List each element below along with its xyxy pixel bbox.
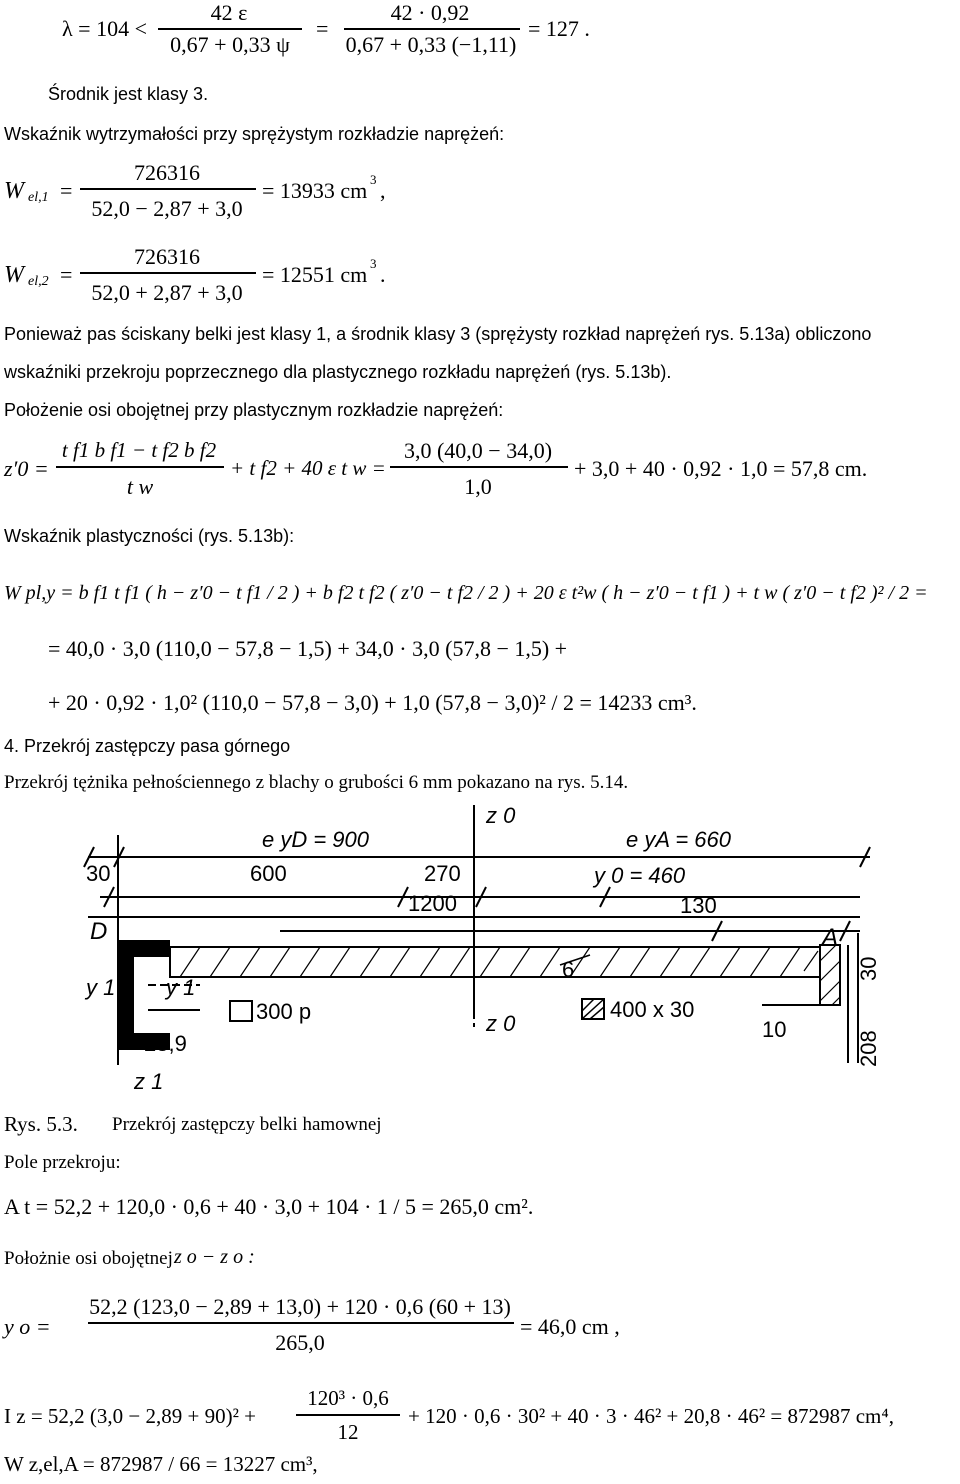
dim-10: 10 bbox=[762, 1017, 787, 1042]
wel1-result: = 13933 cm bbox=[262, 178, 368, 203]
wel1-tail: , bbox=[380, 178, 386, 203]
z0-num2: 3,0 (40,0 − 34,0) bbox=[403, 438, 553, 463]
yo-lhs: y o = bbox=[4, 1314, 51, 1339]
wel1-sup: 3 bbox=[370, 172, 377, 187]
dim-30-right: 30 bbox=[856, 956, 881, 981]
z0-result: + 3,0 + 40 · 0,92 · 1,0 = 57,8 cm. bbox=[574, 456, 868, 481]
z0-den2: 1,0 bbox=[464, 474, 492, 499]
z0-num: t f1 b f1 − t f2 b f2 bbox=[61, 438, 217, 462]
z0-mid: + t f2 + 40 ε t w = bbox=[230, 456, 386, 480]
fraction-bar bbox=[390, 466, 568, 468]
lambda-result: = 127 . bbox=[528, 16, 590, 41]
neutral-axis-text: Położenie osi obojętnej przy plastycznym rozkładzie naprężeń: bbox=[4, 400, 504, 420]
wpl-line3: + 20 · 0,92 · 1,0² (110,0 − 57,8 − 3,0) + 1,0 (57,8 − 3,0)² / 2 = 14233 cm³. bbox=[48, 690, 697, 715]
dim-1200: 1200 bbox=[408, 891, 457, 916]
caption-label: Rys. 5.3. bbox=[4, 1112, 78, 1136]
dim-28-9: 28,9 bbox=[144, 1031, 187, 1056]
label-A: A bbox=[822, 924, 839, 951]
lambda-num1: 42 ε bbox=[210, 0, 248, 25]
z1-label: z 1 bbox=[134, 1069, 164, 1094]
fraction-bar bbox=[80, 272, 256, 274]
y1-right-label: y 1 bbox=[166, 975, 196, 1000]
paragraph-line: Ponieważ pas ściskany belki jest klasy 1, a środnik klasy 3 (sprężysty rozkład naprężeń rys. 5.13a) obliczono bbox=[4, 324, 872, 344]
flat-symbol bbox=[590, 1007, 604, 1019]
fraction-bar bbox=[80, 188, 256, 190]
iz-lhs: I z = 52,2 (3,0 − 2,89 + 90)² + bbox=[4, 1404, 256, 1428]
lambda-den2: 0,67 + 0,33 (−1,11) bbox=[345, 32, 517, 57]
label-D: D bbox=[90, 918, 108, 945]
area-equation: A t = 52,2 + 120,0 · 0,6 + 40 · 3,0 + 104 · 1 / 5 = 265,0 cm². bbox=[4, 1194, 534, 1219]
section-heading bbox=[4, 736, 290, 757]
elastic-modulus-text: Wskaźnik wytrzymałości przy sprężystym rozkładzie naprężeń: bbox=[4, 124, 505, 144]
channel-label: 300 p bbox=[256, 999, 312, 1024]
wel2-eq: = bbox=[60, 262, 73, 287]
eyD-label: e yD = 900 bbox=[262, 827, 370, 852]
dim-600: 600 bbox=[250, 861, 287, 886]
flat-bar bbox=[820, 945, 840, 1005]
dim-6: 6 bbox=[562, 957, 575, 982]
z0-top-label: z 0 bbox=[486, 805, 516, 828]
fraction-bar bbox=[158, 28, 302, 30]
plate-hatching bbox=[180, 947, 818, 977]
iz-den: 12 bbox=[337, 1420, 359, 1444]
wel2-sup: 3 bbox=[370, 256, 377, 271]
wel1-sub: el,1 bbox=[28, 190, 49, 205]
iz-result: + 120 · 0,6 · 30² + 40 · 3 · 46² + 20,8 · 46² = 872987 cm⁴, bbox=[408, 1404, 894, 1428]
plastic-modulus-text: Wskaźnik plastyczności (rys. 5.13b): bbox=[4, 526, 295, 546]
wel2-num: 726316 bbox=[134, 244, 200, 269]
fraction-bar bbox=[56, 466, 224, 468]
z0-den: t w bbox=[126, 474, 154, 499]
fraction-bar bbox=[296, 1414, 400, 1416]
yo-result: = 46,0 cm , bbox=[520, 1314, 620, 1339]
z0-lhs: z′0 = bbox=[4, 456, 49, 481]
axis-symbol: z o − z o : bbox=[174, 1246, 255, 1268]
dim-30: 30 bbox=[86, 861, 111, 886]
cross-section-figure bbox=[0, 805, 960, 1105]
section-intro-text: Przekrój tężnika pełnościennego z blachy o grubości 6 mm pokazano na rys. 5.14. bbox=[4, 772, 629, 793]
wel2-lhs: W bbox=[4, 262, 24, 288]
wel2-result: = 12551 cm bbox=[262, 262, 368, 287]
wel1-num: 726316 bbox=[134, 160, 200, 185]
lambda-lhs: λ = 104 < bbox=[62, 16, 147, 41]
lambda-num2: 42 · 0,92 bbox=[390, 0, 470, 25]
flat-label: 400 x 30 bbox=[610, 997, 695, 1022]
yo-den: 265,0 bbox=[275, 1330, 325, 1355]
wel1-eq: = bbox=[60, 178, 73, 203]
lambda-eq: = bbox=[316, 16, 329, 41]
wel2-sub: el,2 bbox=[28, 274, 49, 289]
wzelA-equation: W z,el,A = 872987 / 66 = 13227 cm³, bbox=[4, 1452, 318, 1476]
iz-num: 120³ · 0,6 bbox=[307, 1386, 389, 1410]
yo-num: 52,2 (123,0 − 2,89 + 13,0) + 120 · 0,6 (60 + 13) bbox=[89, 1294, 511, 1319]
wpl-line1: W pl,y = b f1 t f1 ( h − z′0 − t f1 / 2 ) + b f2 t f2 ( z′0 − t f2 / 2 ) + 20 ε t²w ( h − z′0 − t f1 ) + t w ( z′0 − t f2 )² / 2 = bbox=[4, 582, 928, 604]
area-text: Pole przekroju: bbox=[4, 1152, 121, 1173]
y0-label: y 0 = 460 bbox=[594, 863, 686, 888]
web-class-text: Środnik jest klasy 3. bbox=[48, 84, 209, 104]
section-heading-text: 4. Przekrój zastępczy pasa górnego bbox=[4, 736, 291, 756]
fraction-bar bbox=[344, 28, 520, 30]
dim-130: 130 bbox=[680, 893, 717, 918]
channel-symbol bbox=[230, 1001, 252, 1021]
eyA-label: e yA = 660 bbox=[626, 827, 731, 852]
wel2-tail: . bbox=[380, 262, 386, 287]
caption-text: Przekrój zastępczy belki hamownej bbox=[112, 1114, 382, 1135]
paragraph-line: wskaźniki przekroju poprzecznego dla plastycznego rozkładu naprężeń (rys. 5.13b). bbox=[4, 362, 672, 382]
lambda-den1: 0,67 + 0,33 ψ bbox=[170, 32, 290, 57]
dim-270: 270 bbox=[424, 861, 461, 886]
dim-208: 208 bbox=[856, 1030, 881, 1067]
z0-bottom-label: z 0 bbox=[486, 1011, 516, 1036]
wpl-line2: = 40,0 · 3,0 (110,0 − 57,8 − 1,5) + 34,0 · 3,0 (57,8 − 1,5) + bbox=[48, 636, 568, 661]
wel1-lhs: W bbox=[4, 178, 24, 204]
wel1-den: 52,0 − 2,87 + 3,0 bbox=[91, 196, 243, 221]
fraction-bar bbox=[88, 1322, 514, 1324]
wel2-den: 52,0 + 2,87 + 3,0 bbox=[91, 280, 243, 305]
y1-left-label: y 1 bbox=[86, 975, 116, 1000]
dimension-ticks bbox=[84, 847, 870, 941]
axis-text: Położnie osi obojętnej bbox=[4, 1248, 173, 1269]
